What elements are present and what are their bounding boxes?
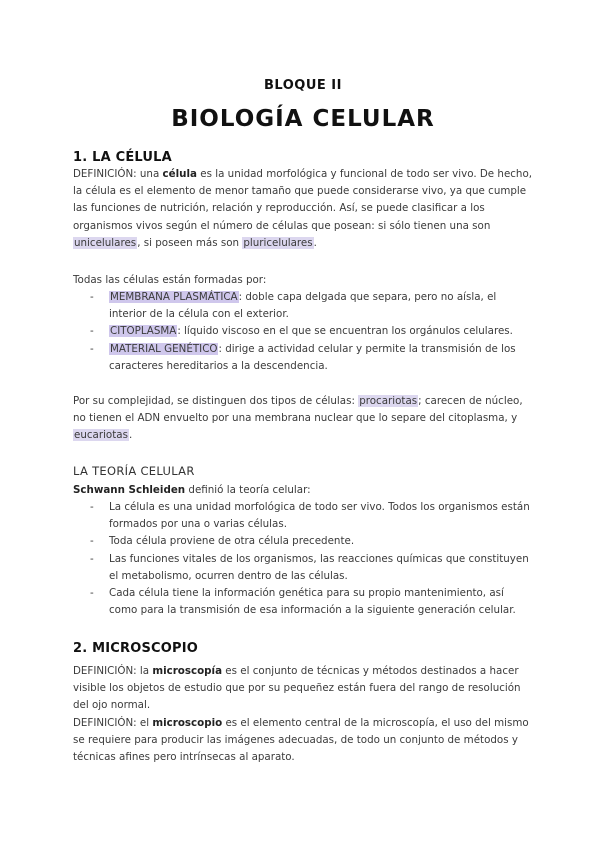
term-celula: célula <box>162 168 197 180</box>
highlight-unicelulares: unicelulares <box>74 236 137 249</box>
components-list <box>73 289 535 375</box>
list-item: - Cada célula tiene la información genética para su propio mantenimiento, así como para la transmisión de esa información a la siguiente generación celular. <box>90 587 516 617</box>
page-title: BIOLOGÍA CELULAR <box>171 106 435 132</box>
microscopy-definition: DEFINICIÓN: la microscopía es el conjunto de técnicas y métodos destinados a hacer visible los objetos de estudio que por su pequeñez están fuera del rango de resolución del ojo normal. <box>73 665 521 712</box>
list-item: - La célula es una unidad morfológica de todo ser vivo. Todos los organismos están formados por una o varias células. <box>90 501 530 531</box>
list-item: - Las funciones vitales de los organismos, las reacciones químicas que constituyen el metabolismo, ocurren dentro de las células. <box>90 552 529 582</box>
cell-definition: DEFINICIÓN: una célula es la unidad morfológica y funcional de todo ser vivo. De hecho, la célula es el elemento de menor tamaño que puede considerarse vivo, ya que cumple las funciones de nutrición, relación y reproducción. Así, se puede clasificar a los organismos vivos según el número de células que posean: si sólo tienen una son unicelulares, si poseen más son pluricelulares. <box>73 168 533 249</box>
section-heading-microscope: 2. MICROSCOPIO <box>73 641 199 656</box>
components-intro: Todas las células están formadas por: <box>73 274 267 286</box>
cell-theory-list <box>73 499 535 619</box>
list-item: - Toda célula proviene de otra célula precedente. <box>90 535 355 548</box>
highlight-procariotas: procariotas <box>359 395 418 407</box>
list-item: - CITOPLASMA: líquido viscoso en el que se encuentran los orgánulos celulares. <box>90 325 513 338</box>
block-label: BLOQUE II <box>264 78 342 93</box>
highlight-pluricelulares: pluricelulares <box>243 236 313 249</box>
list-item: - MATERIAL GENÉTICO: dirige a actividad celular y permite la transmisión de los caracteres hereditarios a la descendencia. <box>90 342 516 372</box>
cell-theory-heading: LA TEORÍA CELULAR <box>73 464 195 478</box>
highlight-eucariotas: eucariotas <box>74 429 128 442</box>
list-item: - MEMBRANA PLASMÁTICA: doble capa delgada que separa, pero no aísla, el interior de la célula con el exterior. <box>90 291 497 321</box>
cell-theory-intro: Schwann Schleiden definió la teoría celular: <box>73 484 311 496</box>
cell-types-paragraph: Por su complejidad, se distinguen dos tipos de células: procariotas; carecen de núcleo, no tienen el ADN envuelto por una membrana nuclear que lo separe del citoplasma, y eucariotas. <box>73 395 523 442</box>
microscope-definition: DEFINICIÓN: el microscopio es el elemento central de la microscopía, el uso del mismo se requiere para producir las imágenes adecuadas, de todo un conjunto de métodos y técnicas afines pero intrínsecas al aparato. <box>73 717 529 764</box>
section-heading-cell: 1. LA CÉLULA <box>73 150 172 165</box>
